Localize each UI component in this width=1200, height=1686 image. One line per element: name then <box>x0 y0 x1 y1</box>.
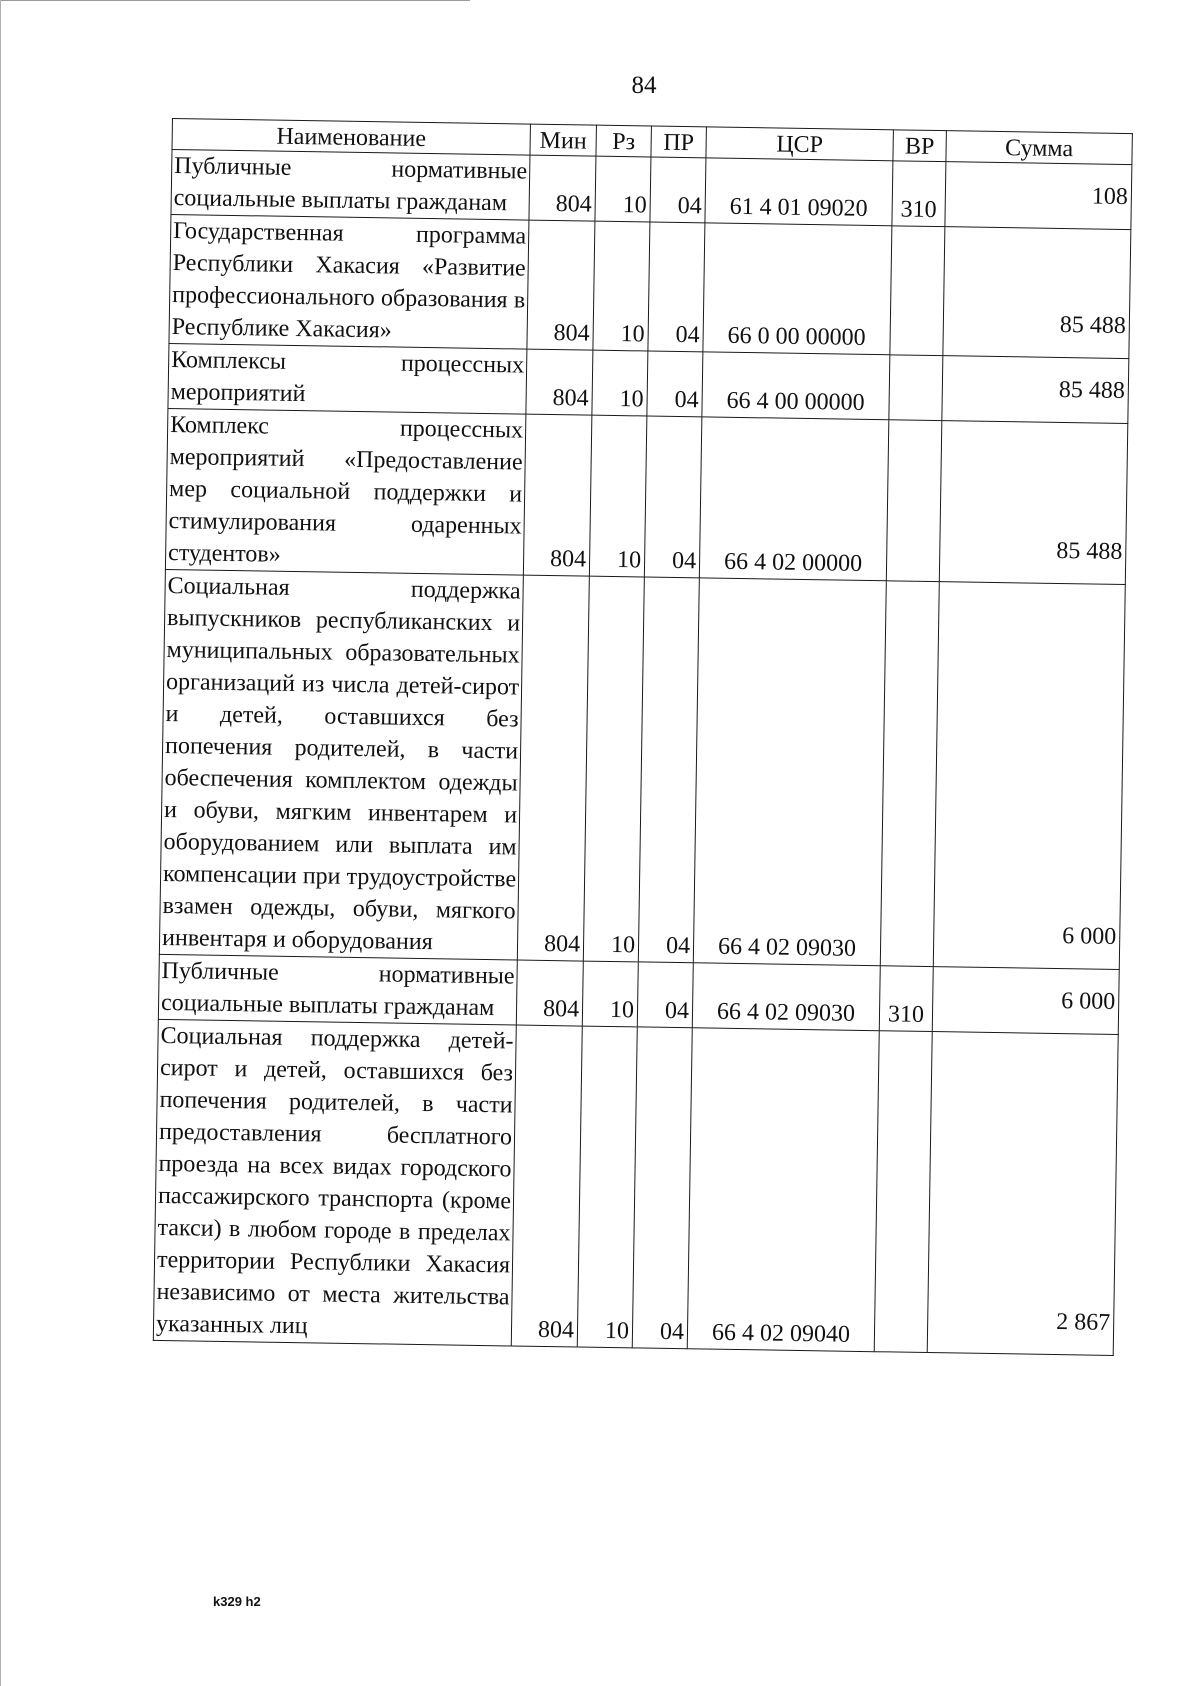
row-rz: 10 <box>592 350 648 416</box>
row-sum: 85 488 <box>1058 376 1126 404</box>
row-vr: 310 <box>892 161 946 227</box>
row-name: Публичные нормативные социальные выплаты гражданам <box>171 150 530 221</box>
row-csr: 66 4 02 00000 <box>699 417 889 581</box>
page-number: 84 <box>631 72 657 99</box>
row-csr: 66 4 02 09030 <box>692 963 880 1031</box>
header-csr: ЦСР <box>706 127 893 161</box>
row-sum: 6 000 <box>1061 988 1116 1015</box>
row-sum: 85 488 <box>1059 311 1127 340</box>
footer-code: k329 h2 <box>213 1594 261 1609</box>
row-csr: 61 4 01 09020 <box>705 158 893 226</box>
row-rz: 10 <box>577 1026 637 1348</box>
row-pr: 04 <box>648 222 705 352</box>
row-pr: 04 <box>632 1027 692 1349</box>
row-rz: 10 <box>583 576 644 962</box>
table-row <box>169 214 1131 358</box>
row-name: Публичные нормативные социальные выплаты гражданам <box>158 954 517 1025</box>
row-rz: 10 <box>589 415 647 577</box>
row-pr: 04 <box>647 351 703 417</box>
header-vr: ВР <box>893 130 946 162</box>
row-sum-cell <box>942 356 1129 424</box>
row-sum: 85 488 <box>1056 537 1123 565</box>
row-pr: 04 <box>644 416 702 578</box>
header-sum: Сумма <box>946 131 1132 165</box>
header-rz: Рз <box>596 125 651 157</box>
row-name: Комплексы процессных мероприятий <box>168 343 527 414</box>
row-name: Социальная поддержка выпускников республиканских и муниципальных образовательных организаций из числа детей-сирот и детей, оставшихся без попечения родителей, в части обеспечения комплектом одежды и обуви, мягким инвентарем и оборудованием или выплата им компенсации при трудоустройстве взамен одежды, обуви, мягкого инвентаря и оборудования <box>159 569 523 960</box>
row-min: 804 <box>523 414 592 576</box>
row-pr: 04 <box>650 157 706 223</box>
row-rz: 10 <box>593 221 650 351</box>
row-csr: 66 4 02 09040 <box>687 1028 879 1352</box>
row-vr <box>889 355 943 421</box>
row-sum-cell <box>927 1032 1118 1356</box>
row-sum-cell <box>932 967 1119 1035</box>
header-pr: ПР <box>651 126 706 158</box>
row-vr: 310 <box>879 966 933 1032</box>
row-min: 804 <box>516 960 583 1026</box>
row-pr: 04 <box>638 577 699 963</box>
row-min: 804 <box>527 220 595 350</box>
row-sum: 2 867 <box>1055 1309 1111 1336</box>
row-sum: 108 <box>1091 183 1129 211</box>
row-name: Комплекс процессных мероприятий «Предоставление мер социальной поддержки и стимулирования одаренных студентов» <box>165 408 525 575</box>
row-sum: 6 000 <box>1062 923 1117 950</box>
scan-edge-left <box>0 0 1 1686</box>
row-csr: 66 4 00 00000 <box>702 352 890 420</box>
table-row <box>165 408 1127 584</box>
table-row <box>159 569 1125 969</box>
row-vr <box>874 1031 932 1353</box>
row-min: 804 <box>526 349 593 415</box>
row-rz: 10 <box>595 156 651 222</box>
budget-table <box>153 118 1133 1356</box>
header-min: Мин <box>530 124 596 156</box>
row-min: 804 <box>511 1025 582 1347</box>
table-row <box>153 1019 1118 1355</box>
header-name: Наименование <box>172 119 530 156</box>
row-rz: 10 <box>582 961 638 1027</box>
row-min: 804 <box>529 155 596 221</box>
row-vr <box>886 420 942 582</box>
row-sum-cell <box>933 582 1125 970</box>
row-pr: 04 <box>637 962 693 1028</box>
row-csr: 66 0 00 00000 <box>703 223 892 355</box>
scan-edge-top <box>0 0 470 1</box>
row-sum-cell <box>945 162 1132 230</box>
row-vr <box>890 226 945 356</box>
row-min: 804 <box>517 575 589 961</box>
row-vr <box>880 581 939 967</box>
row-sum-cell <box>939 421 1128 585</box>
row-sum-cell <box>943 227 1131 359</box>
row-csr: 66 4 02 09030 <box>693 578 886 966</box>
row-name: Государственная программа Республики Хакасия «Развитие профессионального образования в Республике Хакасия» <box>169 214 529 349</box>
row-name: Социальная поддержка детей-сирот и детей, оставшихся без попечения родителей, в части предоставления бесплатного проезда на всех видах городского пассажирского транспорта (кроме такси) в любом городе в пределах территории Республики Хакасия независимо от места жительства указанных лиц <box>153 1019 516 1346</box>
